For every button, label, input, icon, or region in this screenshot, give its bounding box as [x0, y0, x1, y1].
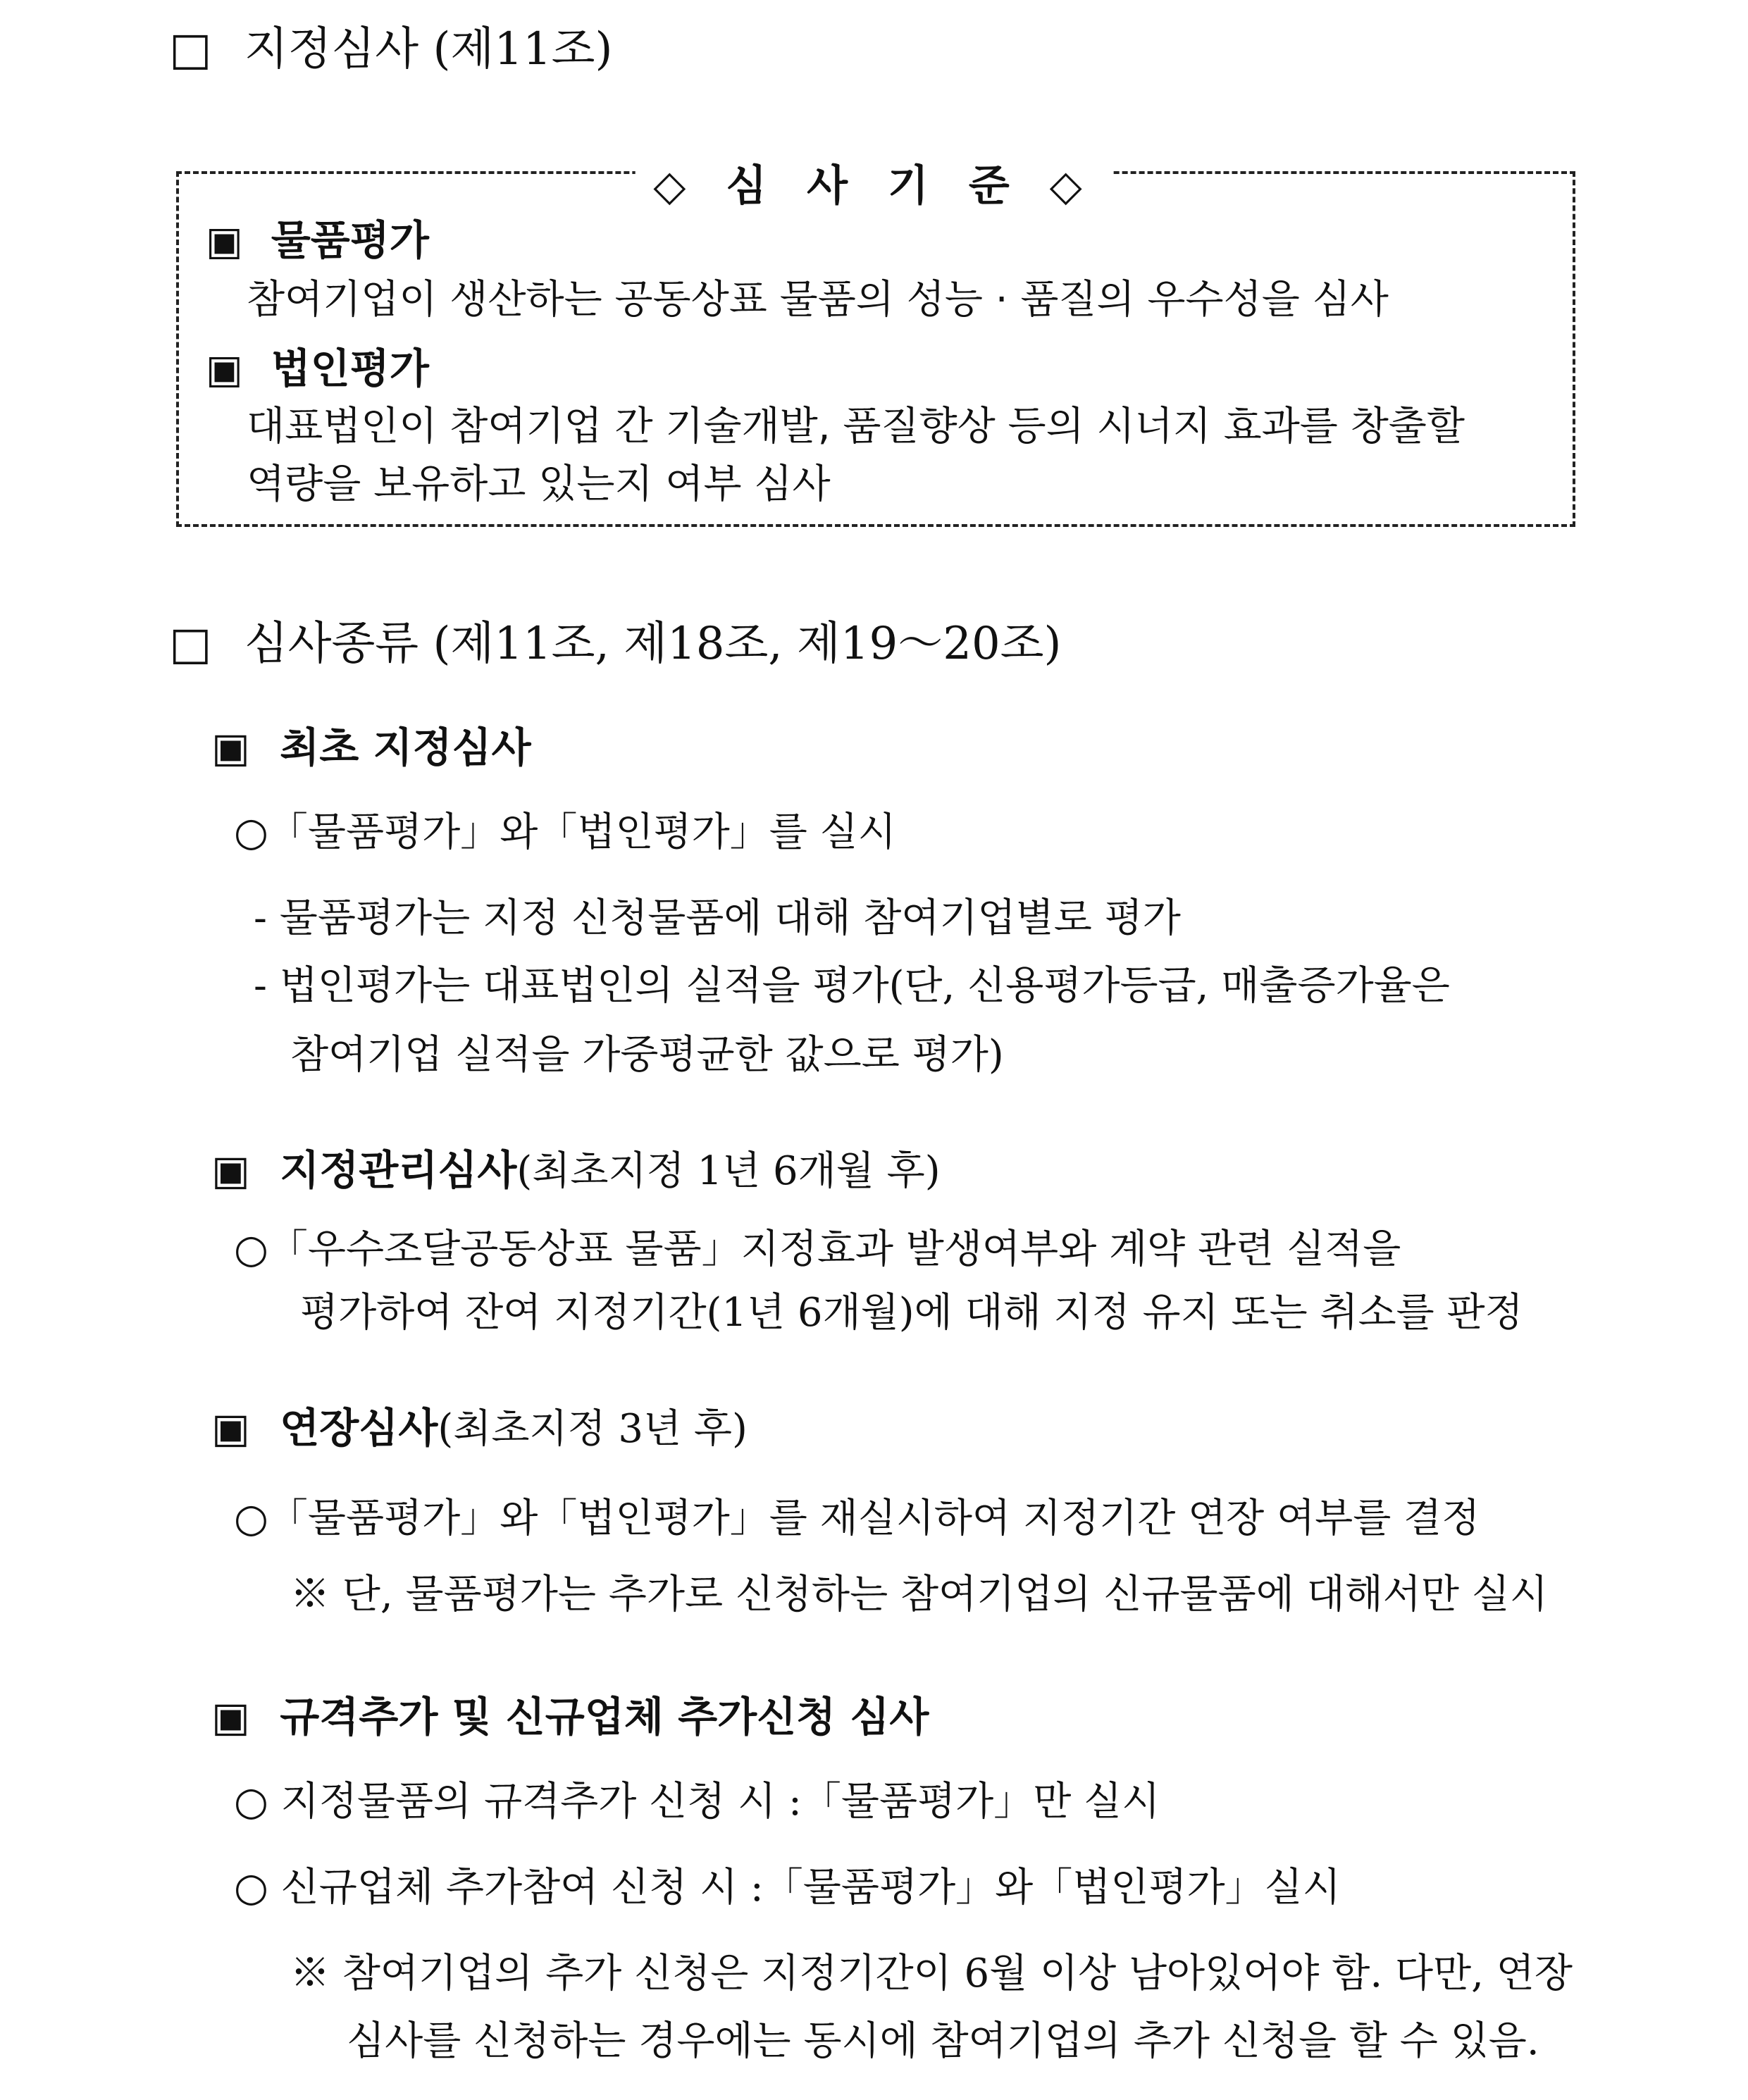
subsection-heading: 규격추가 및 신규업체 추가신청 심사: [280, 1693, 929, 1741]
filled-square-icon: ▣: [211, 1693, 250, 1741]
checkbox-square-icon: □: [169, 23, 212, 75]
subsection-heading: 최초 지정심사: [280, 723, 531, 771]
filled-square-icon: ▣: [206, 218, 243, 264]
bullet-line: ○ 지정물품의 규격추가 신청 시 :「물품평가」만 실시: [234, 1779, 1160, 1825]
subsection-heading: 연장심사: [280, 1404, 438, 1452]
filled-square-icon: ▣: [211, 1404, 250, 1452]
subsection-heading: 지정관리심사: [280, 1146, 517, 1194]
section-title: 지정심사 (제11조): [244, 23, 613, 75]
bullet-line: ○「물품평가」와「법인평가」를 실시: [234, 809, 896, 855]
filled-square-icon: ▣: [211, 1146, 250, 1194]
reference-note-line: ※ 단, 물품평가는 추가로 신청하는 참여기업의 신규물품에 대해서만 실시: [290, 1572, 1548, 1617]
continuation-line: 심사를 신청하는 경우에는 동시에 참여기업의 추가 신청을 할 수 있음.: [347, 2018, 1539, 2064]
section-heading-designation-review: [169, 23, 613, 75]
filled-square-icon: ▣: [211, 723, 250, 771]
subsection-extension-review: [211, 1404, 748, 1452]
subsection-addition-review: [211, 1693, 929, 1741]
bullet-line: ○ 신규업체 추가참여 신청 시 :「물품평가」와「법인평가」실시: [234, 1865, 1341, 1910]
continuation-line: 평가하여 잔여 지정기간(1년 6개월)에 대해 지정 유지 또는 취소를 판정: [300, 1290, 1523, 1336]
criteria-item-line: 역량을 보유하고 있는지 여부 심사: [247, 461, 831, 507]
bullet-line: ○「물품평가」와「법인평가」를 재실시하여 지정기간 연장 여부를 결정: [234, 1496, 1480, 1541]
criteria-item-product-evaluation: [206, 216, 429, 264]
bullet-line: ○「우수조달공동상표 물품」지정효과 발생여부와 계약 관련 실적을: [234, 1226, 1401, 1272]
checkbox-square-icon: □: [169, 618, 212, 670]
criteria-item-corporate-evaluation: [206, 344, 429, 392]
subsection-initial-review: [211, 723, 531, 771]
subsection-note: (최초지정 1년 6개월 후): [516, 1148, 941, 1194]
criteria-box-title: ◇ 심 사 기 준 ◇: [635, 152, 1113, 213]
section-heading-review-types: [169, 618, 1062, 670]
subsection-management-review: [211, 1146, 941, 1194]
dash-line: - 법인평가는 대표법인의 실적을 평가(단, 신용평가등급, 매출증가율은: [254, 963, 1450, 1009]
continuation-line: 참여기업 실적을 가중평균한 값으로 평가): [290, 1032, 1004, 1078]
reference-note-line: ※ 참여기업의 추가 신청은 지정기간이 6월 이상 남아있어야 함. 다만, 연장: [290, 1951, 1573, 1996]
criteria-item-heading: 물품평가: [271, 216, 429, 264]
section-title: 심사종류 (제11조, 제18조, 제19～20조): [244, 618, 1062, 670]
filled-square-icon: ▣: [206, 347, 243, 392]
subsection-note: (최초지정 3년 후): [438, 1406, 748, 1452]
criteria-item-line: 대표법인이 참여기업 간 기술개발, 품질향상 등의 시너지 효과를 창출할: [247, 404, 1465, 449]
dash-line: - 물품평가는 지정 신청물품에 대해 참여기업별로 평가: [254, 895, 1181, 941]
criteria-item-line: 참여기업이 생산하는 공동상표 물품의 성능 · 품질의 우수성을 심사: [247, 277, 1389, 323]
criteria-item-heading: 법인평가: [271, 344, 429, 392]
